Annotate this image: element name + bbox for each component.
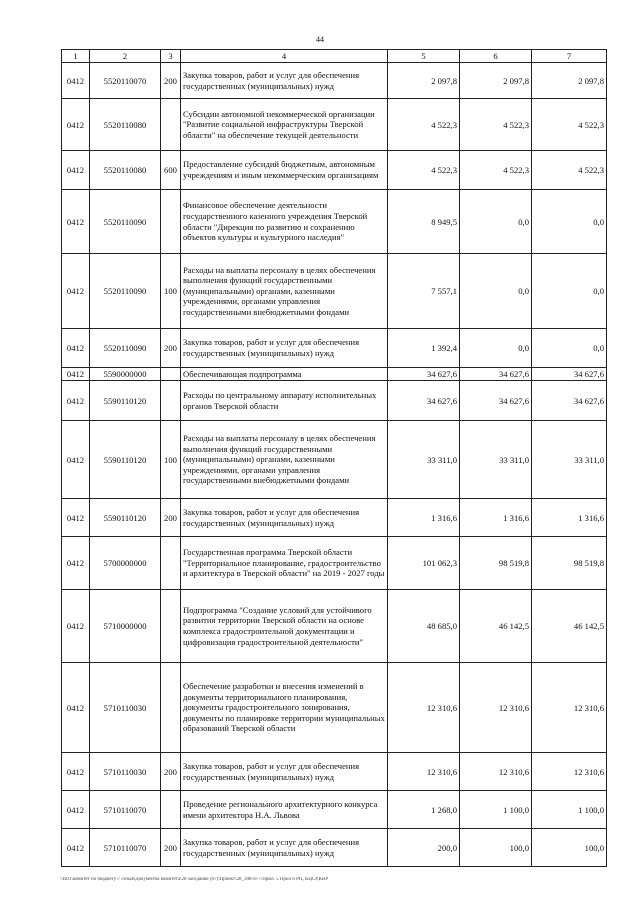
expense-type-cell: 100 — [161, 254, 181, 329]
target-article-cell: 5520110090 — [90, 254, 161, 329]
amount-col6-cell: 2 097,8 — [460, 63, 532, 99]
amount-col6-cell: 4 522,3 — [460, 151, 532, 190]
section-code-cell: 0412 — [62, 151, 90, 190]
amount-col7-cell: 4 522,3 — [532, 99, 607, 151]
target-article-cell: 5590000000 — [90, 368, 161, 381]
description-cell: Расходы по центральному аппарату исполнительных органов Тверской области — [181, 381, 388, 421]
amount-col7-cell: 33 311,0 — [532, 421, 607, 499]
expense-type-cell: 600 — [161, 151, 181, 190]
description-cell: Закупка товаров, работ и услуг для обеспечения государственных (муниципальных) нужд — [181, 499, 388, 537]
amount-col7-cell: 46 142,5 — [532, 590, 607, 663]
table-row — [62, 99, 607, 151]
section-code-cell: 0412 — [62, 368, 90, 381]
amount-col5-cell: 200,0 — [388, 829, 460, 867]
table-row — [62, 368, 607, 381]
header-row — [62, 50, 607, 63]
description-cell: Обеспечение разработки и внесения изменений в документы территориального планирования, документы градостроительного зонирования, документы по планировке территории муниципальных образований Тверской области — [181, 663, 388, 753]
expense-type-cell — [161, 590, 181, 663]
amount-col5-cell: 12 310,6 — [388, 753, 460, 791]
amount-col6-cell: 100,0 — [460, 829, 532, 867]
col-header-2: 2 — [90, 50, 161, 63]
description-cell: Подпрограмма "Создание условий для устойчивого развития территории Тверской области на основе комплекса градостроительной документации и цифровизация градостроительной деятельности" — [181, 590, 388, 663]
amount-col7-cell: 12 310,6 — [532, 753, 607, 791]
description-cell: Обеспечивающая подпрограмма — [181, 368, 388, 381]
amount-col7-cell: 0,0 — [532, 190, 607, 254]
expense-type-cell — [161, 368, 181, 381]
section-code-cell: 0412 — [62, 254, 90, 329]
amount-col7-cell: 34 627,6 — [532, 368, 607, 381]
amount-col6-cell: 0,0 — [460, 254, 532, 329]
table-row — [62, 421, 607, 499]
target-article-cell: 5710000000 — [90, 590, 161, 663]
amount-col5-cell: 1 392,4 — [388, 329, 460, 368]
target-article-cell: 5590110120 — [90, 421, 161, 499]
amount-col6-cell: 46 142,5 — [460, 590, 532, 663]
target-article-cell: 5710110030 — [90, 663, 161, 753]
section-code-cell: 0412 — [62, 329, 90, 368]
target-article-cell: 5520110080 — [90, 99, 161, 151]
amount-col7-cell: 12 310,6 — [532, 663, 607, 753]
section-code-cell: 0412 — [62, 829, 90, 867]
expense-type-cell: 200 — [161, 829, 181, 867]
description-cell: Расходы на выплаты персоналу в целях обеспечения выполнения функций государственными (муниципальными) органами, казенными учреждениями, органами управления государственными внебюджетными фондами — [181, 421, 388, 499]
amount-col5-cell: 33 311,0 — [388, 421, 460, 499]
amount-col6-cell: 12 310,6 — [460, 663, 532, 753]
description-cell: Закупка товаров, работ и услуг для обеспечения государственных (муниципальных) нужд — [181, 753, 388, 791]
description-cell: Финансовое обеспечение деятельности государственного казенного учреждения Тверской области "Дирекция по развитию и сохранению объектов культуры и культурного наследия" — [181, 190, 388, 254]
description-cell: Предоставление субсидий бюджетным, автономным учреждениям и иным некоммерческим организациям — [181, 151, 388, 190]
file-path-footer: \\fs01\комитет по бюджету\7 созыв\Документы комитета\28 заседание (07)\Проект\28_308-П-7\Прил. 5 Прил 6 РП, КЦСР,КВР — [60, 877, 329, 882]
amount-col5-cell: 34 627,6 — [388, 381, 460, 421]
expense-type-cell — [161, 190, 181, 254]
amount-col6-cell: 98 519,8 — [460, 537, 532, 590]
description-cell: Расходы на выплаты персоналу в целях обеспечения выполнения функций государственными (муниципальными) органами, казенными учреждениями, органами управления государственными внебюджетными фондами — [181, 254, 388, 329]
col-header-4: 4 — [181, 50, 388, 63]
amount-col6-cell: 0,0 — [460, 190, 532, 254]
amount-col5-cell: 12 310,6 — [388, 663, 460, 753]
section-code-cell: 0412 — [62, 63, 90, 99]
section-code-cell: 0412 — [62, 590, 90, 663]
col-header-1: 1 — [62, 50, 90, 63]
amount-col5-cell: 4 522,3 — [388, 99, 460, 151]
description-cell: Субсидии автономной некоммерческой организации "Развитие социальной инфраструктуры Тверской области" на обеспечение текущей деятельности — [181, 99, 388, 151]
amount-col7-cell: 4 522,3 — [532, 151, 607, 190]
amount-col7-cell: 1 316,6 — [532, 499, 607, 537]
amount-col5-cell: 1 316,6 — [388, 499, 460, 537]
amount-col5-cell: 34 627,6 — [388, 368, 460, 381]
amount-col7-cell: 0,0 — [532, 254, 607, 329]
expense-type-cell: 200 — [161, 753, 181, 791]
table-row — [62, 499, 607, 537]
description-cell: Закупка товаров, работ и услуг для обеспечения государственных (муниципальных) нужд — [181, 329, 388, 368]
amount-col6-cell: 33 311,0 — [460, 421, 532, 499]
table-row — [62, 663, 607, 753]
description-cell: Закупка товаров, работ и услуг для обеспечения государственных (муниципальных) нужд — [181, 829, 388, 867]
amount-col5-cell: 1 268,0 — [388, 791, 460, 829]
section-code-cell: 0412 — [62, 499, 90, 537]
table-row — [62, 190, 607, 254]
amount-col7-cell: 98 519,8 — [532, 537, 607, 590]
target-article-cell: 5590110120 — [90, 499, 161, 537]
target-article-cell: 5590110120 — [90, 381, 161, 421]
col-header-6: 6 — [460, 50, 532, 63]
table-row — [62, 151, 607, 190]
amount-col5-cell: 101 062,3 — [388, 537, 460, 590]
section-code-cell: 0412 — [62, 381, 90, 421]
section-code-cell: 0412 — [62, 663, 90, 753]
target-article-cell: 5520110080 — [90, 151, 161, 190]
amount-col6-cell: 1 316,6 — [460, 499, 532, 537]
table-row — [62, 590, 607, 663]
table-row — [62, 254, 607, 329]
description-cell: Проведение регионального архитектурного конкурса имени архитектора Н.А. Львова — [181, 791, 388, 829]
expense-type-cell: 200 — [161, 63, 181, 99]
expense-type-cell — [161, 381, 181, 421]
amount-col5-cell: 4 522,3 — [388, 151, 460, 190]
budget-table — [61, 49, 607, 867]
amount-col6-cell: 34 627,6 — [460, 368, 532, 381]
expense-type-cell — [161, 663, 181, 753]
target-article-cell: 5520110090 — [90, 190, 161, 254]
amount-col6-cell: 12 310,6 — [460, 753, 532, 791]
table-row — [62, 829, 607, 867]
amount-col6-cell: 34 627,6 — [460, 381, 532, 421]
amount-col6-cell: 1 100,0 — [460, 791, 532, 829]
table-row — [62, 381, 607, 421]
target-article-cell: 5710110030 — [90, 753, 161, 791]
section-code-cell: 0412 — [62, 99, 90, 151]
table-row — [62, 537, 607, 590]
expense-type-cell: 100 — [161, 421, 181, 499]
table-row — [62, 791, 607, 829]
target-article-cell: 5700000000 — [90, 537, 161, 590]
section-code-cell: 0412 — [62, 791, 90, 829]
amount-col7-cell: 1 100,0 — [532, 791, 607, 829]
table-row — [62, 753, 607, 791]
target-article-cell: 5710110070 — [90, 829, 161, 867]
amount-col6-cell: 0,0 — [460, 329, 532, 368]
table-row — [62, 329, 607, 368]
col-header-7: 7 — [532, 50, 607, 63]
amount-col7-cell: 34 627,6 — [532, 381, 607, 421]
amount-col7-cell: 0,0 — [532, 329, 607, 368]
expense-type-cell: 200 — [161, 329, 181, 368]
col-header-5: 5 — [388, 50, 460, 63]
description-cell: Государственная программа Тверской области "Территориальное планирование, градостроительство и архитектура в Тверской области" на 2019 - 2027 годы — [181, 537, 388, 590]
target-article-cell: 5520110090 — [90, 329, 161, 368]
amount-col7-cell: 100,0 — [532, 829, 607, 867]
section-code-cell: 0412 — [62, 753, 90, 791]
amount-col6-cell: 4 522,3 — [460, 99, 532, 151]
section-code-cell: 0412 — [62, 190, 90, 254]
section-code-cell: 0412 — [62, 421, 90, 499]
expense-type-cell: 200 — [161, 499, 181, 537]
amount-col5-cell: 2 097,8 — [388, 63, 460, 99]
target-article-cell: 5520110070 — [90, 63, 161, 99]
target-article-cell: 5710110070 — [90, 791, 161, 829]
expense-type-cell — [161, 99, 181, 151]
amount-col7-cell: 2 097,8 — [532, 63, 607, 99]
expense-type-cell — [161, 537, 181, 590]
page-number: 44 — [316, 35, 324, 44]
amount-col5-cell: 48 685,0 — [388, 590, 460, 663]
amount-col5-cell: 8 949,5 — [388, 190, 460, 254]
amount-col5-cell: 7 557,1 — [388, 254, 460, 329]
section-code-cell: 0412 — [62, 537, 90, 590]
table-row — [62, 63, 607, 99]
description-cell: Закупка товаров, работ и услуг для обеспечения государственных (муниципальных) нужд — [181, 63, 388, 99]
expense-type-cell — [161, 791, 181, 829]
col-header-3: 3 — [161, 50, 181, 63]
